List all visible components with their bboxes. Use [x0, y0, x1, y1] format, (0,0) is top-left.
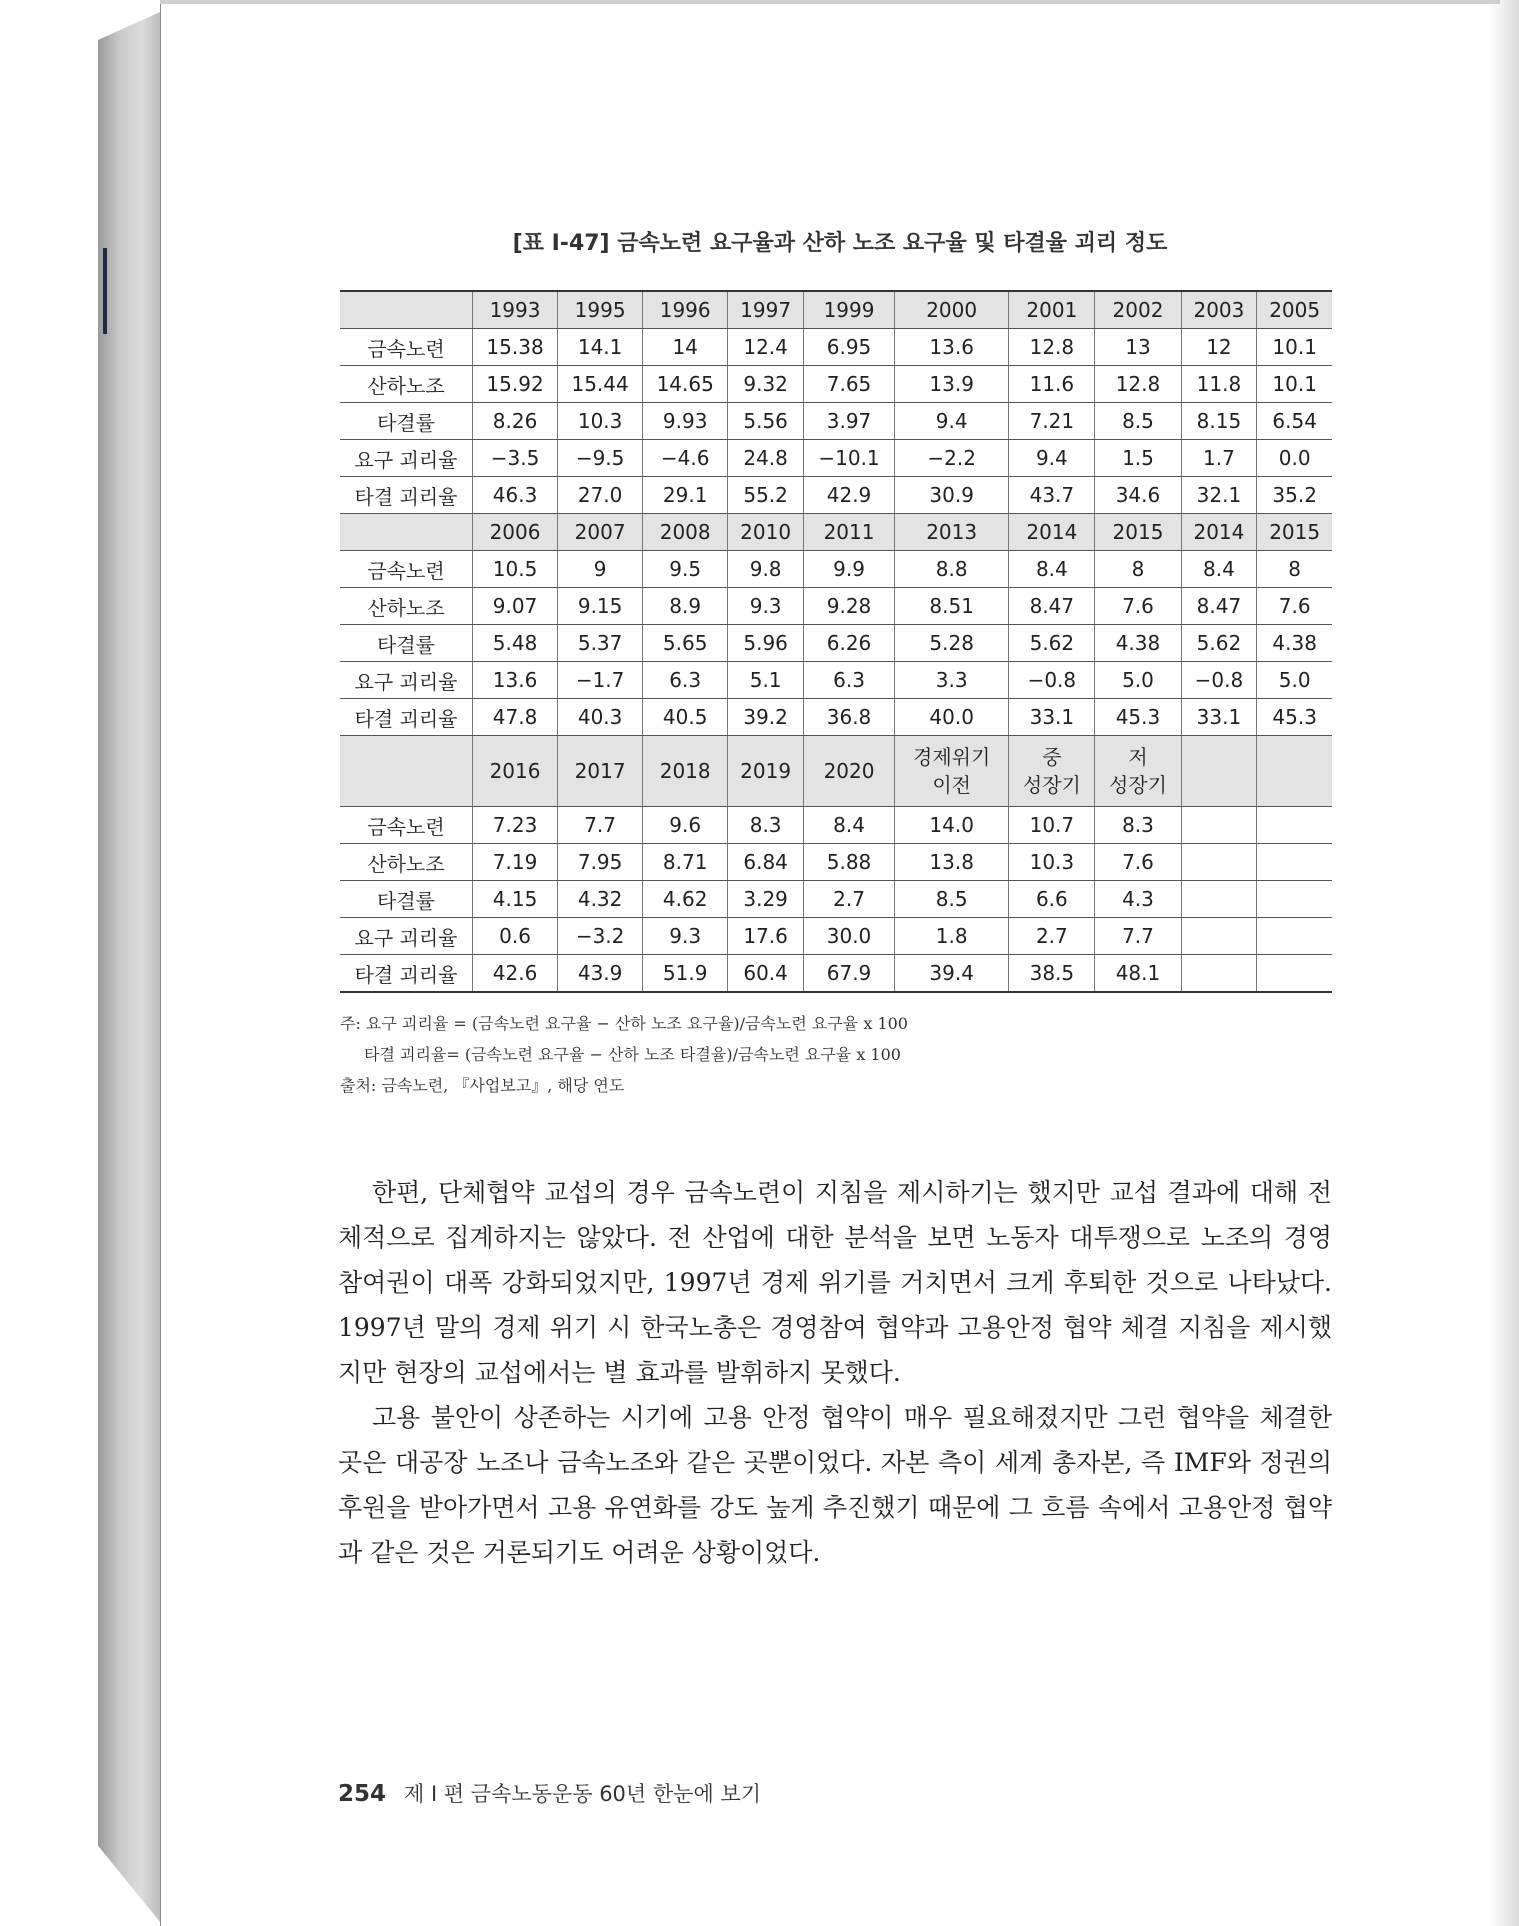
table-cell: 8.8	[895, 551, 1009, 588]
table-header-cell: 2005	[1257, 291, 1332, 329]
row-label: 금속노련	[340, 551, 473, 588]
table-cell: 8.26	[473, 403, 558, 440]
row-label: 타결 괴리율	[340, 699, 473, 736]
table-header-cell: 2011	[804, 514, 895, 551]
table-cell: 10.1	[1257, 366, 1332, 403]
table-header-cell: 저 성장기	[1095, 736, 1181, 807]
table-cell: 8.3	[1095, 807, 1181, 844]
table-cell: −9.5	[558, 440, 643, 477]
table-cell: 8.47	[1009, 588, 1095, 625]
table-header-cell: 1995	[558, 291, 643, 329]
table-cell: −0.8	[1009, 662, 1095, 699]
table-cell: 5.37	[558, 625, 643, 662]
table-cell: 6.3	[804, 662, 895, 699]
table-cell: 4.32	[558, 881, 643, 918]
row-label: 타결 괴리율	[340, 955, 473, 993]
table-cell: 45.3	[1257, 699, 1332, 736]
table-cell: 12	[1181, 329, 1257, 366]
table-cell	[1257, 881, 1332, 918]
table-cell: 43.7	[1009, 477, 1095, 514]
note-settlement-gap: 타결 괴리율= (금속노련 요구율 − 산하 노조 타결율)/금속노련 요구율 x 100	[364, 1045, 901, 1064]
table-corner-cell	[340, 291, 473, 329]
table-cell	[1181, 844, 1257, 881]
table-cell: 35.2	[1257, 477, 1332, 514]
table-cell: 10.3	[1009, 844, 1095, 881]
table-cell: 13	[1095, 329, 1181, 366]
row-label: 금속노련	[340, 329, 473, 366]
table-cell: 8.15	[1181, 403, 1257, 440]
table-cell: 42.9	[804, 477, 895, 514]
table-cell: 13.6	[473, 662, 558, 699]
table-cell: 11.6	[1009, 366, 1095, 403]
table-cell: 6.84	[728, 844, 804, 881]
table-cell: 7.19	[473, 844, 558, 881]
table-cell: 9.8	[728, 551, 804, 588]
table-cell: 48.1	[1095, 955, 1181, 993]
table-cell	[1181, 881, 1257, 918]
table-cell: 67.9	[804, 955, 895, 993]
table-cell: 6.6	[1009, 881, 1095, 918]
table-row	[340, 699, 1332, 736]
table-cell: 30.9	[895, 477, 1009, 514]
row-label: 금속노련	[340, 807, 473, 844]
table-cell: 4.38	[1257, 625, 1332, 662]
table-row	[340, 403, 1332, 440]
table-row	[340, 440, 1332, 477]
table-cell: 7.7	[558, 807, 643, 844]
table-cell: 9.3	[643, 918, 728, 955]
table-cell: 10.5	[473, 551, 558, 588]
table-cell: 12.8	[1009, 329, 1095, 366]
table-cell: 7.65	[804, 366, 895, 403]
table-cell: 14.65	[643, 366, 728, 403]
table-cell: 5.0	[1257, 662, 1332, 699]
table-cell: 40.0	[895, 699, 1009, 736]
table-row	[340, 588, 1332, 625]
table-cell: 8.4	[804, 807, 895, 844]
table-cell: 47.8	[473, 699, 558, 736]
table-cell: 24.8	[728, 440, 804, 477]
paragraph-1: 한편, 단체협약 교섭의 경우 금속노련이 지침을 제시하기는 했지만 교섭 결과에 대해 전체적으로 집계하지는 않았다. 전 산업에 대한 분석을 보면 노동자 대투쟁으로 노조의 경영 참여권이 대폭 강화되었지만, 1997년 경제 위기를 거치면서 크게 후퇴한 것으로 나타났다. 1997년 말의 경제 위기 시 한국노총은 경영참여 협약과 고용안정 협약 체결 지침을 제시했지만 현장의 교섭에서는 별 효과를 발휘하지 못했다.	[338, 1178, 1332, 1387]
table-row	[340, 551, 1332, 588]
table-cell: 39.2	[728, 699, 804, 736]
table-cell: 12.8	[1095, 366, 1181, 403]
table-cell: 4.38	[1095, 625, 1181, 662]
table-cell: 8.47	[1181, 588, 1257, 625]
table-cell: 45.3	[1095, 699, 1181, 736]
table-cell: 36.8	[804, 699, 895, 736]
table-cell: 13.9	[895, 366, 1009, 403]
table-cell: 15.92	[473, 366, 558, 403]
table-cell: 5.1	[728, 662, 804, 699]
table-cell: 8	[1257, 551, 1332, 588]
table-cell: 5.62	[1009, 625, 1095, 662]
table-header-cell	[1257, 736, 1332, 807]
table-header-cell: 1996	[643, 291, 728, 329]
table-cell: 8.51	[895, 588, 1009, 625]
table-cell: 0.0	[1257, 440, 1332, 477]
table-cell: 2.7	[1009, 918, 1095, 955]
table-cell: 1.7	[1181, 440, 1257, 477]
table-header-cell: 1997	[728, 291, 804, 329]
table-header-cell: 2008	[643, 514, 728, 551]
table-cell: 34.6	[1095, 477, 1181, 514]
table-row	[340, 366, 1332, 403]
row-label: 요구 괴리율	[340, 662, 473, 699]
row-label: 요구 괴리율	[340, 440, 473, 477]
table-header-cell: 2019	[728, 736, 804, 807]
table-cell: 32.1	[1181, 477, 1257, 514]
page-number: 254	[338, 1781, 387, 1807]
table-cell: 10.3	[558, 403, 643, 440]
table-cell: 1.8	[895, 918, 1009, 955]
row-label: 타결률	[340, 403, 473, 440]
table-cell: 14	[643, 329, 728, 366]
table-cell: −3.2	[558, 918, 643, 955]
table-header-cell: 2015	[1257, 514, 1332, 551]
table-cell: 7.6	[1257, 588, 1332, 625]
row-label: 타결 괴리율	[340, 477, 473, 514]
table-cell: −4.6	[643, 440, 728, 477]
table-cell	[1257, 955, 1332, 993]
table-header-cell: 2006	[473, 514, 558, 551]
table-cell: 40.3	[558, 699, 643, 736]
table-cell: 5.56	[728, 403, 804, 440]
table-cell: 4.3	[1095, 881, 1181, 918]
table-cell: 43.9	[558, 955, 643, 993]
table-row	[340, 844, 1332, 881]
table-cell: 9.9	[804, 551, 895, 588]
table-cell: 42.6	[473, 955, 558, 993]
row-label: 산하노조	[340, 844, 473, 881]
table-cell: 9	[558, 551, 643, 588]
table-cell	[1181, 807, 1257, 844]
table-cell	[1257, 918, 1332, 955]
table-cell: 14.0	[895, 807, 1009, 844]
table-header-cell: 경제위기 이전	[895, 736, 1009, 807]
table-cell: 7.21	[1009, 403, 1095, 440]
table-cell: 9.5	[643, 551, 728, 588]
table-header-cell: 2010	[728, 514, 804, 551]
table-cell: 15.44	[558, 366, 643, 403]
table-row	[340, 881, 1332, 918]
table-header-row	[340, 291, 1332, 329]
table-cell: 13.6	[895, 329, 1009, 366]
table-corner-cell	[340, 736, 473, 807]
table-cell: 9.32	[728, 366, 804, 403]
table-cell: 9.28	[804, 588, 895, 625]
table-cell: 33.1	[1181, 699, 1257, 736]
table-cell: 17.6	[728, 918, 804, 955]
table-header-cell: 2018	[643, 736, 728, 807]
table-cell: 3.3	[895, 662, 1009, 699]
row-label: 타결률	[340, 625, 473, 662]
table-cell: 7.6	[1095, 844, 1181, 881]
table-cell: 13.8	[895, 844, 1009, 881]
table-cell: 5.96	[728, 625, 804, 662]
table-cell: 7.6	[1095, 588, 1181, 625]
table-cell: 7.7	[1095, 918, 1181, 955]
table-row	[340, 329, 1332, 366]
table-cell: 5.0	[1095, 662, 1181, 699]
table-cell	[1257, 844, 1332, 881]
page-top-edge	[160, 0, 1500, 4]
table-row	[340, 918, 1332, 955]
table-cell: 6.3	[643, 662, 728, 699]
table-cell: 5.65	[643, 625, 728, 662]
table-cell: 4.62	[643, 881, 728, 918]
table-cell: 2.7	[804, 881, 895, 918]
page-footer	[338, 1778, 761, 1808]
table-header-cell: 2014	[1009, 514, 1095, 551]
table-cell: 5.88	[804, 844, 895, 881]
table-header-cell: 2002	[1095, 291, 1181, 329]
spine-bookmark	[103, 248, 107, 334]
table-cell: 3.97	[804, 403, 895, 440]
table-header-cell: 1993	[473, 291, 558, 329]
table-cell: 8.4	[1009, 551, 1095, 588]
table-header-cell: 2020	[804, 736, 895, 807]
table-row	[340, 955, 1332, 993]
table-cell: 38.5	[1009, 955, 1095, 993]
table-cell: 5.28	[895, 625, 1009, 662]
table-cell: −0.8	[1181, 662, 1257, 699]
table-cell: 55.2	[728, 477, 804, 514]
table-cell: 6.54	[1257, 403, 1332, 440]
table-cell: 12.4	[728, 329, 804, 366]
table-cell: 30.0	[804, 918, 895, 955]
table-cell: 6.95	[804, 329, 895, 366]
table-cell: 8.4	[1181, 551, 1257, 588]
table-cell: 5.62	[1181, 625, 1257, 662]
table-cell	[1181, 918, 1257, 955]
table-cell: 3.29	[728, 881, 804, 918]
table-cell: 8.9	[643, 588, 728, 625]
row-label: 산하노조	[340, 366, 473, 403]
running-title: 제 Ⅰ 편 금속노동운동 60년 한눈에 보기	[404, 1782, 761, 1806]
table-cell: 9.15	[558, 588, 643, 625]
table-cell: 15.38	[473, 329, 558, 366]
table-cell: 9.3	[728, 588, 804, 625]
table-cell: 0.6	[473, 918, 558, 955]
table-row	[340, 662, 1332, 699]
table-cell: 8.71	[643, 844, 728, 881]
row-label: 요구 괴리율	[340, 918, 473, 955]
table-cell: 7.23	[473, 807, 558, 844]
table-row	[340, 477, 1332, 514]
table-header-row	[340, 736, 1332, 807]
table-header-cell: 2013	[895, 514, 1009, 551]
table-header-row	[340, 514, 1332, 551]
table-cell: 33.1	[1009, 699, 1095, 736]
table-header-cell: 중 성장기	[1009, 736, 1095, 807]
table-cell: 9.6	[643, 807, 728, 844]
table-cell: 8	[1095, 551, 1181, 588]
table-cell: −10.1	[804, 440, 895, 477]
table-cell: 29.1	[643, 477, 728, 514]
table-notes	[340, 1008, 908, 1101]
table-cell	[1181, 955, 1257, 993]
body-text	[338, 1170, 1332, 1575]
table-header-cell: 2007	[558, 514, 643, 551]
table-cell: 9.07	[473, 588, 558, 625]
row-label: 산하노조	[340, 588, 473, 625]
table-cell: 11.8	[1181, 366, 1257, 403]
table-cell: −3.5	[473, 440, 558, 477]
table-cell: 51.9	[643, 955, 728, 993]
table-cell: 27.0	[558, 477, 643, 514]
table-header-cell: 2016	[473, 736, 558, 807]
table-cell: 5.48	[473, 625, 558, 662]
page-shadow	[1490, 0, 1519, 1926]
table-header-cell: 2014	[1181, 514, 1257, 551]
table-cell: 6.26	[804, 625, 895, 662]
table-header-cell: 1999	[804, 291, 895, 329]
table-cell: 8.3	[728, 807, 804, 844]
table-cell: 40.5	[643, 699, 728, 736]
table-cell: 39.4	[895, 955, 1009, 993]
table-row	[340, 625, 1332, 662]
table-cell: 9.4	[1009, 440, 1095, 477]
table-cell: −1.7	[558, 662, 643, 699]
table-cell: 10.7	[1009, 807, 1095, 844]
table-header-cell: 2003	[1181, 291, 1257, 329]
table-cell: 10.1	[1257, 329, 1332, 366]
table-cell: 8.5	[1095, 403, 1181, 440]
table-header-cell: 2015	[1095, 514, 1181, 551]
table-cell: 7.95	[558, 844, 643, 881]
note-demand-gap: 주: 요구 괴리율 = (금속노련 요구율 − 산하 노조 요구율)/금속노련 요구율 x 100	[340, 1014, 908, 1033]
table-cell: 46.3	[473, 477, 558, 514]
table-header-cell: 2017	[558, 736, 643, 807]
table-cell: 14.1	[558, 329, 643, 366]
table-header-cell	[1181, 736, 1257, 807]
data-table	[340, 290, 1332, 993]
table-cell: 1.5	[1095, 440, 1181, 477]
table-header-cell: 2001	[1009, 291, 1095, 329]
table-cell: 4.15	[473, 881, 558, 918]
table-title: [표 Ⅰ-47] 금속노련 요구율과 산하 노조 요구율 및 타결율 괴리 정도	[512, 231, 1168, 256]
note-source: 출처: 금속노련, 『사업보고』, 해당 연도	[340, 1076, 625, 1095]
row-label: 타결률	[340, 881, 473, 918]
table-header-cell: 2000	[895, 291, 1009, 329]
table-cell: 8.5	[895, 881, 1009, 918]
table-cell: −2.2	[895, 440, 1009, 477]
table-cell	[1257, 807, 1332, 844]
table-cell: 9.4	[895, 403, 1009, 440]
paragraph-2: 고용 불안이 상존하는 시기에 고용 안정 협약이 매우 필요해졌지만 그런 협약을 체결한 곳은 대공장 노조나 금속노조와 같은 곳뿐이었다. 자본 측이 세계 총자본, 즉 IMF와 정권의 후원을 받아가면서 고용 유연화를 강도 높게 추진했기 때문에 그 흐름 속에서 고용안정 협약과 같은 것은 거론되기도 어려운 상황이었다.	[338, 1403, 1332, 1567]
table-corner-cell	[340, 514, 473, 551]
table-row	[340, 807, 1332, 844]
table-cell: 60.4	[728, 955, 804, 993]
table-cell: 9.93	[643, 403, 728, 440]
book-spine	[98, 12, 160, 1922]
